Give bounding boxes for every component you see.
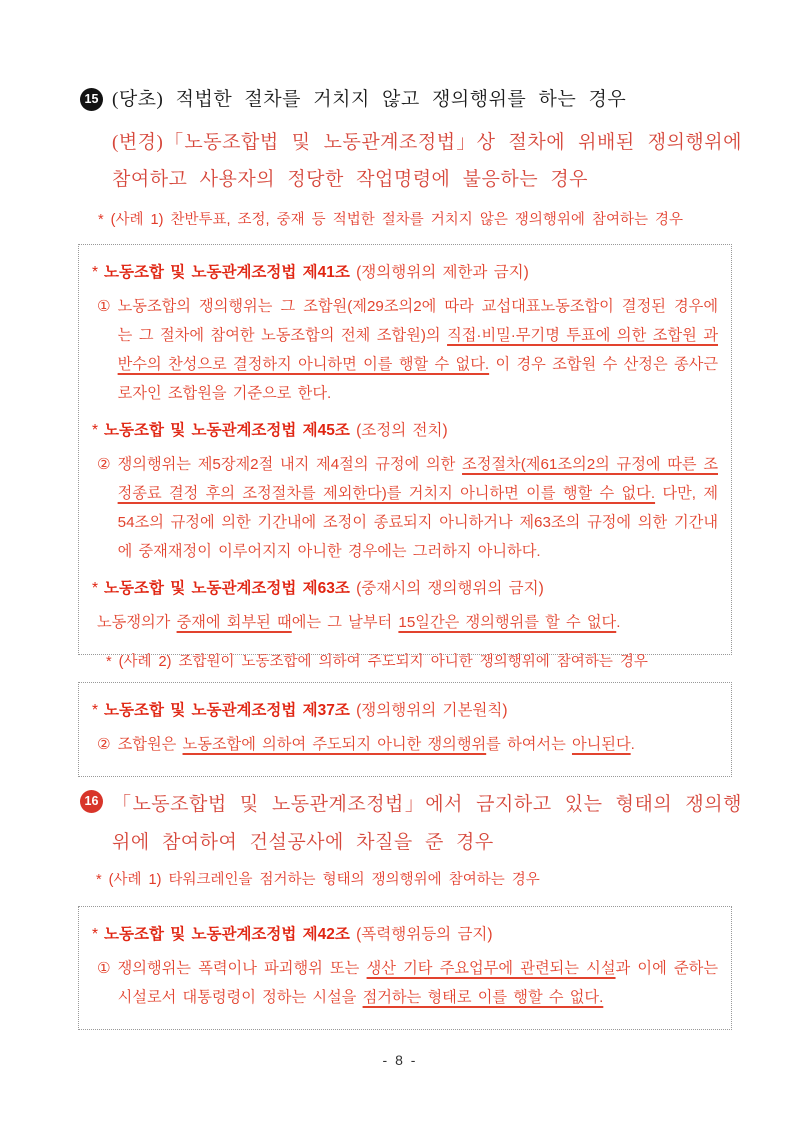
law-section-title [92, 698, 718, 724]
law-quote-box-42 [78, 906, 732, 1030]
law-article-name: 노동조합 및 노동관계조정법 제63조 [104, 580, 350, 597]
item-16-number-badge: 16 [80, 790, 103, 813]
law-quote-box-41-45-63 [78, 244, 732, 655]
law-article-name: 노동조합 및 노동관계조정법 제45조 [104, 422, 350, 439]
law-text-segment: 직접·비밀·무기명 투표에 의한 조합원 과반수의 찬성으로 결정하지 아니하면 이를 행할 수 없다. [117, 327, 718, 373]
item-16-heading [80, 786, 742, 862]
asterisk-marker: * [92, 264, 99, 281]
law-text-segment: 생산 기타 주요업무에 관련되는 시설 [366, 960, 616, 977]
law-text-segment: . [630, 736, 635, 753]
law-section-title [92, 418, 718, 444]
item-15-case-1: * (사례 1) 찬반투표, 조정, 중재 등 적법한 절차를 거치지 않은 쟁의행위에 참여하는 경우 [98, 212, 684, 228]
item-16-heading-text: 「노동조합법 및 노동관계조정법」에서 금지하고 있는 형태의 쟁의행위에 참여하여 건설공사에 차질을 준 경우 [112, 794, 742, 853]
paragraph-number-marker: ① [97, 298, 111, 315]
law-article-subject: (폭력행위등의 금지) [349, 926, 493, 943]
asterisk-marker: * [92, 926, 99, 943]
law-text-segment: 쟁의행위는 제5장제2절 내지 제4절의 규정에 의한 [117, 456, 463, 473]
law-article-subject: (조정의 전치) [349, 422, 448, 439]
law-paragraph-text [118, 292, 718, 408]
law-paragraph-text [97, 608, 718, 637]
asterisk-marker: * [92, 422, 99, 439]
law-article-subject: (쟁의행위의 제한과 금지) [349, 264, 529, 281]
law-text-segment: 노동조합에 의하여 주도되지 아니한 쟁의행위 [182, 736, 487, 753]
law-paragraph [97, 954, 718, 1012]
item-15-heading-revised-text: (변경)「노동조합법 및 노동관계조정법」상 절차에 위배된 쟁의행위에 참여하고 사용자의 정당한 작업명령에 불응하는 경우 [112, 132, 742, 190]
law-article-subject: (쟁의행위의 기본원칙) [349, 702, 508, 719]
law-text-segment: 조합원은 [117, 736, 183, 753]
law-text-segment: 노동조합의 쟁의행위는 그 조합원(제29조의2에 따라 교섭대표노동조합이 결정된 경우에는 그 절차에 참여한 노동조합의 전체 조합원)의 [117, 298, 718, 344]
page-number: - 8 - [382, 1052, 418, 1068]
paragraph-number-marker: ② [97, 456, 111, 473]
law-paragraph [97, 450, 718, 566]
law-text-segment: 15일간은 쟁의행위를 할 수 없다 [398, 614, 617, 631]
law-text-segment: . [616, 614, 621, 631]
paragraph-number-marker: ② [97, 736, 111, 753]
item-15-heading [80, 84, 742, 198]
law-text-segment: 노동쟁의가 [97, 614, 177, 631]
law-article-name: 노동조합 및 노동관계조정법 제42조 [104, 926, 350, 943]
law-paragraph [97, 730, 718, 759]
law-section-title [92, 260, 718, 286]
law-text-segment: 점거하는 형태로 이를 행할 수 없다. [362, 989, 604, 1006]
item-15-number-badge: 15 [80, 88, 103, 111]
law-text-segment: 중재에 회부된 때 [176, 614, 292, 631]
paragraph-number-marker: ① [97, 960, 111, 977]
item-15-heading-initial-row [80, 84, 742, 115]
law-text-segment: 를 하여서는 [486, 736, 572, 753]
item-16-case-1: * (사례 1) 타워크레인을 점거하는 형태의 쟁의행위에 참여하는 경우 [96, 872, 540, 888]
item-15-case-2: * (사례 2) 조합원이 노동조합에 의하여 주도되지 아니한 쟁의행위에 참여하는 경우 [106, 654, 648, 670]
item-15-heading-initial-text: (당초) 적법한 절차를 거치지 않고 쟁의행위를 하는 경우 [112, 89, 627, 110]
law-section-title [92, 922, 718, 948]
law-paragraph-text [118, 730, 718, 759]
law-quote-box-37 [78, 682, 732, 777]
law-section-title [92, 576, 718, 602]
law-text-segment: 조정절차(제61조의2의 규정에 따른 조정종료 결정 후의 조정절차를 제외한다)를 거치지 아니하면 이를 행할 수 없다. [117, 456, 718, 502]
law-text-segment: 다만, 제54조의 규정에 의한 기간내에 조정이 종료되지 아니하거나 제63조의 규정에 의한 기간내에 중재재정이 이루어지지 아니한 경우에는 그러하지 아니하다. [117, 485, 718, 560]
law-article-name: 노동조합 및 노동관계조정법 제41조 [104, 264, 350, 281]
law-paragraph [97, 292, 718, 408]
law-text-segment: 에는 그 날부터 [291, 614, 399, 631]
law-paragraph-text [118, 954, 718, 1012]
law-article-subject: (중재시의 쟁의행위의 금지) [349, 580, 544, 597]
law-paragraph [97, 608, 718, 637]
law-text-segment: 이 경우 조합원 수 산정은 종사근로자인 조합원을 기준으로 한다. [117, 356, 718, 402]
asterisk-marker: * [92, 702, 99, 719]
law-paragraph-text [118, 450, 718, 566]
law-text-segment: 아니된다 [571, 736, 631, 753]
asterisk-marker: * [92, 580, 99, 597]
item-16-heading-row [80, 786, 742, 862]
law-text-segment: 과 이에 준하는 시설로서 대통령령이 정하는 시설을 [117, 960, 718, 1006]
law-text-segment: 쟁의행위는 폭력이나 파괴행위 또는 [117, 960, 367, 977]
law-article-name: 노동조합 및 노동관계조정법 제37조 [104, 702, 350, 719]
